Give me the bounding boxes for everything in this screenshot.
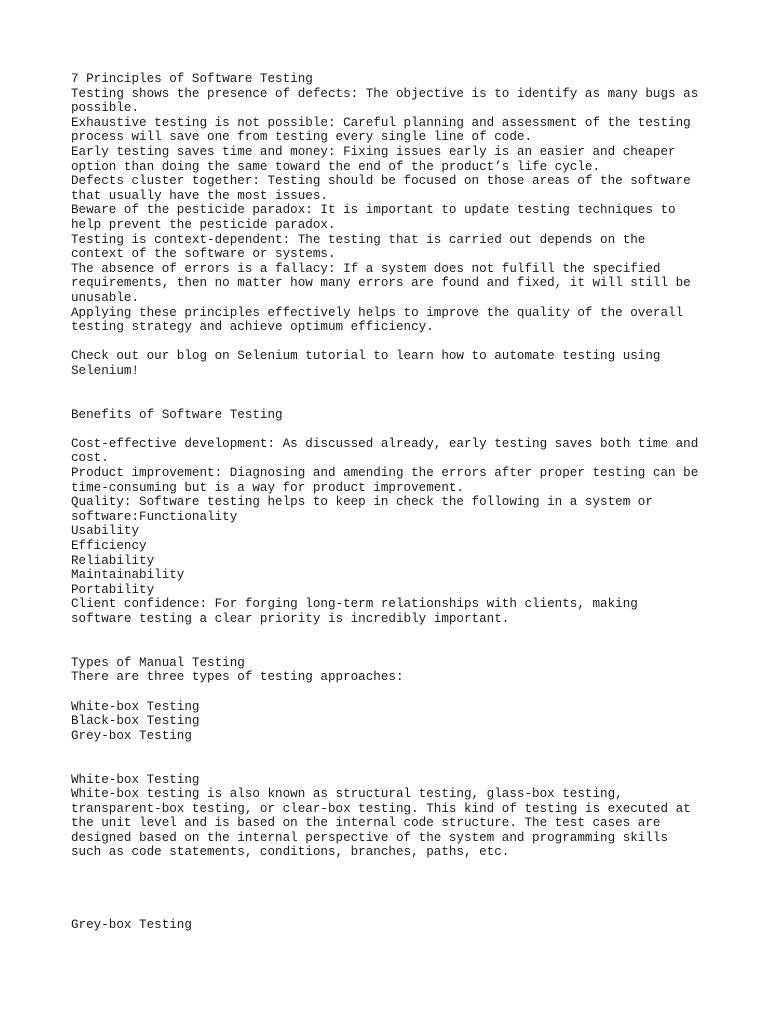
principles-line: Beware of the pesticide paradox: It is important to update testing techniques to — [71, 203, 676, 218]
benefits-line: Maintainability — [71, 568, 185, 583]
benefits-line: Usability — [71, 524, 140, 539]
manual-types-title: Types of Manual Testing — [71, 655, 245, 670]
spacer — [71, 758, 711, 773]
principles-line: Exhaustive testing is not possible: Careful planning and assessment of the testing — [71, 115, 691, 130]
manual-types-item: Black-box Testing — [71, 714, 200, 729]
spacer — [71, 627, 711, 642]
principles-line: Early testing saves time and money: Fixing issues early is an easier and cheaper — [71, 144, 676, 159]
spacer — [71, 641, 711, 656]
spacer — [71, 904, 711, 919]
white-box-line: such as code statements, conditions, branches, paths, etc. — [71, 845, 510, 860]
white-box-title: White-box Testing — [71, 772, 200, 787]
blog-note-line: Selenium! — [71, 363, 140, 378]
document-body — [71, 72, 711, 933]
spacer — [71, 393, 711, 408]
benefits-line: cost. — [71, 451, 109, 466]
manual-types-intro: There are three types of testing approaches: — [71, 670, 404, 685]
principles-line: possible. — [71, 101, 140, 116]
principles-line: help prevent the pesticide paradox. — [71, 217, 336, 232]
principles-line: The absence of errors is a fallacy: If a system does not fulfill the specified — [71, 261, 661, 276]
principles-line: option than doing the same toward the end of the product’s life cycle. — [71, 159, 601, 174]
benefits-line: time-consuming but is a way for product improvement. — [71, 480, 464, 495]
spacer — [71, 743, 711, 758]
benefits-line: Product improvement: Diagnosing and amending the errors after proper testing can be — [71, 466, 699, 481]
principles-line: process will save one from testing every single line of code. — [71, 130, 533, 145]
principles-line: Defects cluster together: Testing should be focused on those areas of the software — [71, 174, 691, 189]
white-box-line: designed based on the internal perspective of the system and programming skills — [71, 830, 669, 845]
principles-line: requirements, then no matter how many errors are found and fixed, it will still be — [71, 276, 691, 291]
principles-line: context of the software or systems. — [71, 247, 336, 262]
principles-line: Testing shows the presence of defects: The objective is to identify as many bugs as — [71, 86, 699, 101]
benefits-line: software testing a clear priority is incredibly important. — [71, 611, 510, 626]
spacer — [71, 378, 711, 393]
benefits-line: software:Functionality — [71, 509, 238, 524]
benefits-line: Client confidence: For forging long-term relationships with clients, making — [71, 597, 638, 612]
benefits-line: Reliability — [71, 553, 155, 568]
principles-title: 7 Principles of Software Testing — [71, 72, 313, 86]
grey-box-title: Grey-box Testing — [71, 918, 192, 933]
benefits-title: Benefits of Software Testing — [71, 407, 283, 422]
principles-line: Testing is context-dependent: The testing that is carried out depends on the — [71, 232, 646, 247]
principles-line: unusable. — [71, 290, 140, 305]
spacer — [71, 685, 711, 700]
spacer — [71, 875, 711, 890]
spacer — [71, 889, 711, 904]
principles-line: Applying these principles effectively helps to improve the quality of the overall — [71, 305, 684, 320]
spacer — [71, 422, 711, 437]
principles-line: testing strategy and achieve optimum efficiency. — [71, 320, 434, 335]
white-box-line: White-box testing is also known as structural testing, glass-box testing, — [71, 787, 623, 802]
benefits-line: Quality: Software testing helps to keep in check the following in a system or — [71, 495, 653, 510]
white-box-line: transparent-box testing, or clear-box testing. This kind of testing is executed at — [71, 801, 691, 816]
benefits-line: Efficiency — [71, 539, 147, 553]
manual-types-item: White-box Testing — [71, 699, 200, 714]
benefits-line: Portability — [71, 582, 155, 597]
white-box-line: the unit level and is based on the internal code structure. The test cases are — [71, 816, 661, 831]
spacer — [71, 860, 711, 875]
principles-line: that usually have the most issues. — [71, 188, 328, 203]
spacer — [71, 335, 711, 350]
benefits-line: Cost-effective development: As discussed already, early testing saves both time and — [71, 436, 699, 451]
manual-types-item: Grey-box Testing — [71, 728, 192, 743]
blog-note-line: Check out our blog on Selenium tutorial to learn how to automate testing using — [71, 349, 661, 364]
